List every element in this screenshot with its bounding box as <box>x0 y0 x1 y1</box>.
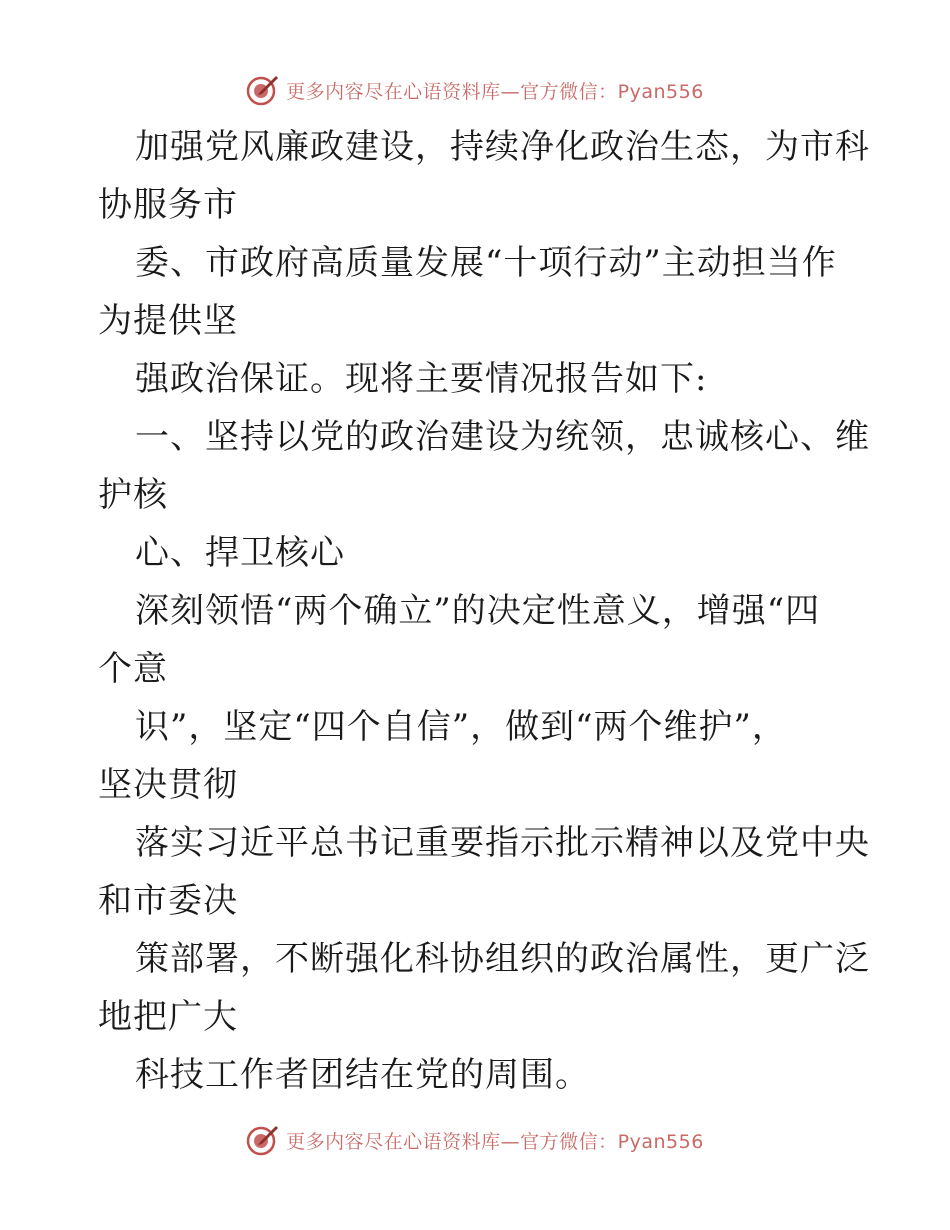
paragraph-line: 委、市政府高质量发展“十项行动”主动担当作 <box>135 243 837 283</box>
paragraph-line: 和市委决 <box>98 881 238 921</box>
paragraph-line: 地把广大 <box>98 997 238 1037</box>
paragraph-line: 科技工作者团结在党的周围。 <box>135 1055 590 1095</box>
paragraph-line: 加强党风廉政建设，持续净化政治生态，为市科 <box>135 127 870 167</box>
paragraph-line: 个意 <box>98 649 168 689</box>
red-quill-seal-icon <box>246 1123 280 1157</box>
section-heading-line: 一、坚持以党的政治建设为统领，忠诚核心、维 <box>135 417 870 457</box>
red-quill-seal-icon <box>246 73 280 107</box>
paragraph-line: 识”，坚定“四个自信”，做到“两个维护”， <box>135 707 787 747</box>
watermark-text: 更多内容尽在心语资料库—官方微信：Pyan556 <box>286 1130 704 1153</box>
watermark-text: 更多内容尽在心语资料库—官方微信：Pyan556 <box>286 80 704 103</box>
paragraph-line: 深刻领悟“两个确立”的决定性意义，增强“四 <box>135 591 821 631</box>
paragraph-line: 落实习近平总书记重要指示批示精神以及党中央 <box>135 823 870 863</box>
footer-watermark <box>0 1120 950 1160</box>
paragraph-line: 坚决贯彻 <box>98 765 238 805</box>
paragraph-line: 策部署，不断强化科协组织的政治属性，更广泛 <box>135 939 870 979</box>
paragraph-line: 为提供坚 <box>98 301 238 341</box>
header-watermark <box>0 70 950 110</box>
section-heading-line: 护核 <box>98 475 168 515</box>
paragraph-line: 强政治保证。现将主要情况报告如下: <box>135 359 708 399</box>
section-heading-line: 心、捍卫核心 <box>135 533 345 573</box>
paragraph-line: 协服务市 <box>98 185 238 225</box>
